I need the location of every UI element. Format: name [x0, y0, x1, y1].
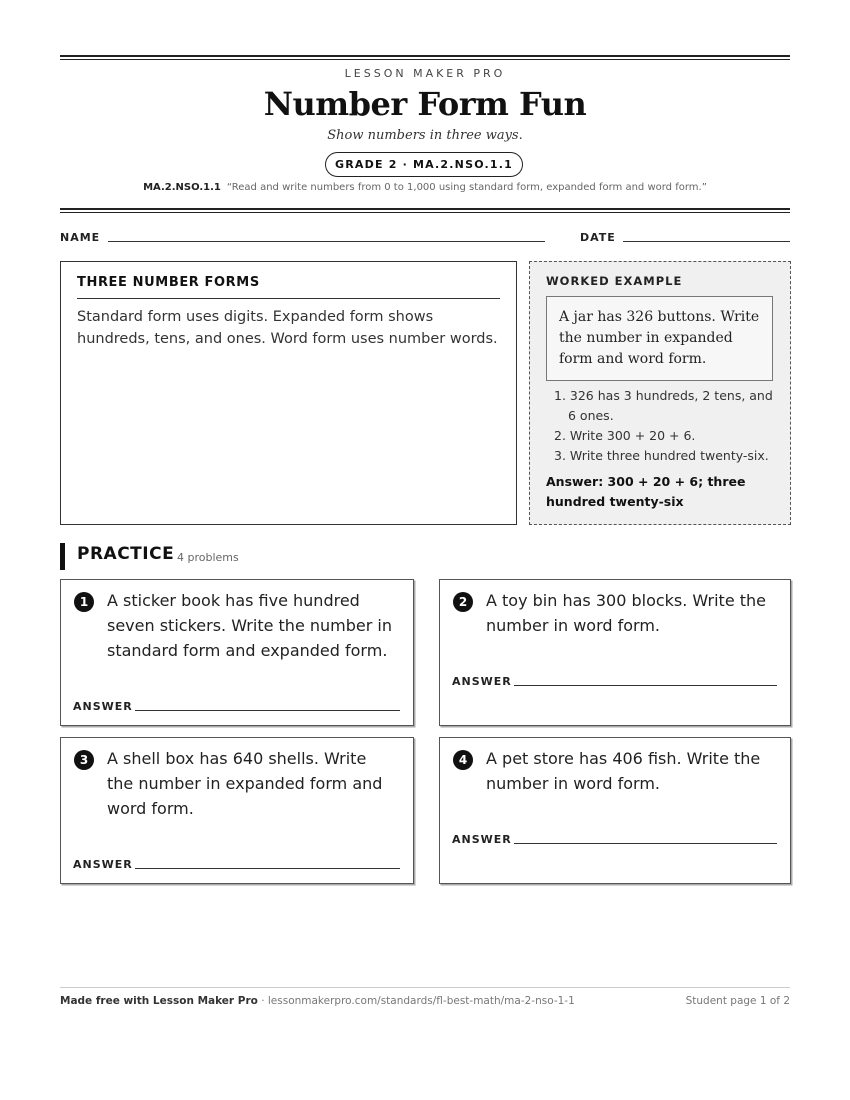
concept-divider — [77, 298, 500, 299]
name-label: NAME — [60, 231, 101, 244]
practice-count: 4 problems — [177, 551, 239, 564]
header-top-rule — [60, 55, 790, 57]
footer-url[interactable]: · lessonmakerpro.com/standards/fl-best-math/ma-2-nso-1-1 — [257, 995, 575, 1007]
standard-text: “Read and write numbers from 0 to 1,000 using standard form, expanded form and word form.” — [226, 182, 707, 193]
standard-line — [0, 182, 850, 193]
standard-code: MA.2.NSO.1.1 — [143, 182, 221, 193]
problem-number-badge: 4 — [453, 750, 473, 770]
problem-card-2 — [439, 579, 791, 726]
date-label: DATE — [580, 231, 616, 244]
problem-number-badge: 1 — [74, 592, 94, 612]
footer-credit — [60, 995, 575, 1007]
answer-line[interactable] — [135, 868, 400, 869]
name-field[interactable] — [108, 241, 545, 242]
answer-line[interactable] — [514, 685, 777, 686]
worked-example-problem: A jar has 326 buttons. Write the number in expanded form and word form. — [546, 296, 773, 381]
worked-example-heading: WORKED EXAMPLE — [546, 274, 683, 288]
grade-badge: GRADE 2 · MA.2.NSO.1.1 — [325, 152, 523, 177]
footer-rule — [60, 987, 790, 988]
answer-line[interactable] — [514, 843, 777, 844]
header-bottom-rule-thin — [60, 212, 790, 213]
answer-label: ANSWER — [73, 700, 133, 713]
problem-number-badge: 2 — [453, 592, 473, 612]
worked-example-step: 2. Write 300 + 20 + 6. — [554, 428, 696, 443]
problem-card-4 — [439, 737, 791, 884]
header-top-rule-thin — [60, 59, 790, 60]
answer-label: ANSWER — [452, 675, 512, 688]
practice-title: PRACTICE — [77, 544, 175, 564]
answer-label: ANSWER — [73, 858, 133, 871]
date-field[interactable] — [623, 241, 790, 242]
concept-box — [60, 261, 517, 525]
problem-card-3 — [60, 737, 414, 884]
concept-body: Standard form uses digits. Expanded form shows hundreds, tens, and ones. Word form uses number words. — [77, 309, 498, 347]
problem-text: A sticker book has five hundred seven stickers. Write the number in standard form and expanded form. — [107, 591, 392, 660]
worked-example-answer: Answer: 300 + 20 + 6; three hundred twenty-six — [546, 474, 746, 509]
problem-card-1 — [60, 579, 414, 726]
practice-accent-bar — [60, 543, 65, 570]
problem-text: A shell box has 640 shells. Write the number in expanded form and word form. — [107, 749, 383, 818]
worked-example-step: 1. 326 has 3 hundreds, 2 tens, and 6 ones. — [554, 388, 773, 423]
worked-example-box — [529, 261, 791, 525]
page-subtitle: Show numbers in three ways. — [327, 128, 523, 143]
problem-text: A toy bin has 300 blocks. Write the number in word form. — [486, 591, 767, 635]
answer-label: ANSWER — [452, 833, 512, 846]
problem-number-badge: 3 — [74, 750, 94, 770]
problem-text: A pet store has 406 fish. Write the number in word form. — [486, 749, 761, 793]
footer-page-number: Student page 1 of 2 — [685, 995, 790, 1007]
answer-line[interactable] — [135, 710, 400, 711]
worked-example-steps — [548, 386, 778, 466]
header-bottom-rule — [60, 208, 790, 210]
page-title: Number Form Fun — [263, 85, 587, 123]
brand-label: LESSON MAKER PRO — [344, 67, 506, 80]
worked-example-step: 3. Write three hundred twenty-six. — [554, 448, 769, 463]
concept-heading: THREE NUMBER FORMS — [77, 275, 260, 290]
footer-made-with: Made free with Lesson Maker Pro — [60, 995, 258, 1007]
